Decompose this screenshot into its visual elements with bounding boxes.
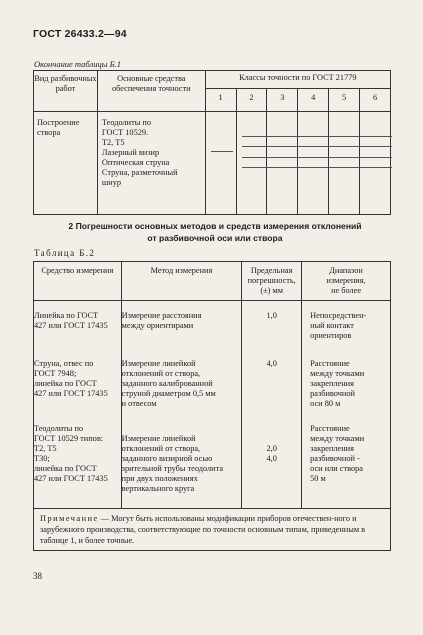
table-row: Линейка по ГОСТ 427 или ГОСТ 17435 Измерение расстояния между ориентирами 1,0 Непосредствен- ный контакт ориентиров [34,301,391,352]
class-range-bar [242,157,392,158]
section-2-title: 2 Погрешности основных методов и средств измерения отклонений от разбивочной оси или створа [68,221,362,243]
col-header-accuracy-classes: Классы точности по ГОСТ 21779 [205,71,390,89]
class-range-bar [242,167,392,168]
col-header-work-type: Вид разбивочных работ [34,71,98,112]
table-b2 [33,261,391,551]
page-header: ГОСТ 26433.2—94 [33,28,127,40]
table-b1 [33,70,391,215]
class-range-bar [211,151,233,152]
class-num: 5 [329,89,360,112]
col-header-means: Средство измерения [34,262,122,301]
table-b2-caption: Таблица Б.2 [34,248,96,258]
class-num: 4 [298,89,329,112]
col-header-method: Метод измерения [121,262,242,301]
col-header-range: Диапазон измерения, не более [302,262,391,301]
table-row: Струна, отвес по ГОСТ 7948; линейка по ГОСТ 427 или ГОСТ 17435 Измерение линейкой отклонений от створа, заданного калиброванной струной диаметром 0,5 мм и отвесом 4,0 Расстояние между точками закрепления разбивочной оси 80 м [34,351,391,414]
table-b1-continuation-caption: Окончание таблицы Б.1 [34,59,121,69]
class-range-bar [242,146,392,147]
class-range-bar [242,136,392,137]
class-num: 2 [236,89,267,112]
class-num: 6 [360,89,391,112]
table-note: Примечание — Могут быть использованы модификации приборов отечествен-ного и зарубежного производства, соответствующие по точности основным типам, приведенным в таблице 1, и более точные. [34,509,391,551]
row-means: Теодолиты по ГОСТ 10529. Т2, Т5 Лазерный визир Оптическая струна Струна, разметочный шнур [97,112,205,215]
table-row: Теодолиты по ГОСТ 10529 типов: Т2, Т5 Т30; линейка по ГОСТ 427 или ГОСТ 17435 Измерение линейкой отклонений от створа, заданного визирной осью зрительной трубы теодолита при двух положениях вертикального круга 2,0 4,0 Расстояние между точками закрепления разбивочной - оси или створа 50 м [34,414,391,509]
page-number: 38 [33,571,42,581]
class-num: 1 [205,89,236,112]
row-work-type: Построение створа [34,112,98,215]
col-header-means: Основные средства обеспечения точности [97,71,205,112]
class-num: 3 [267,89,298,112]
col-header-error: Предельная погрешность, (±) мм [242,262,302,301]
